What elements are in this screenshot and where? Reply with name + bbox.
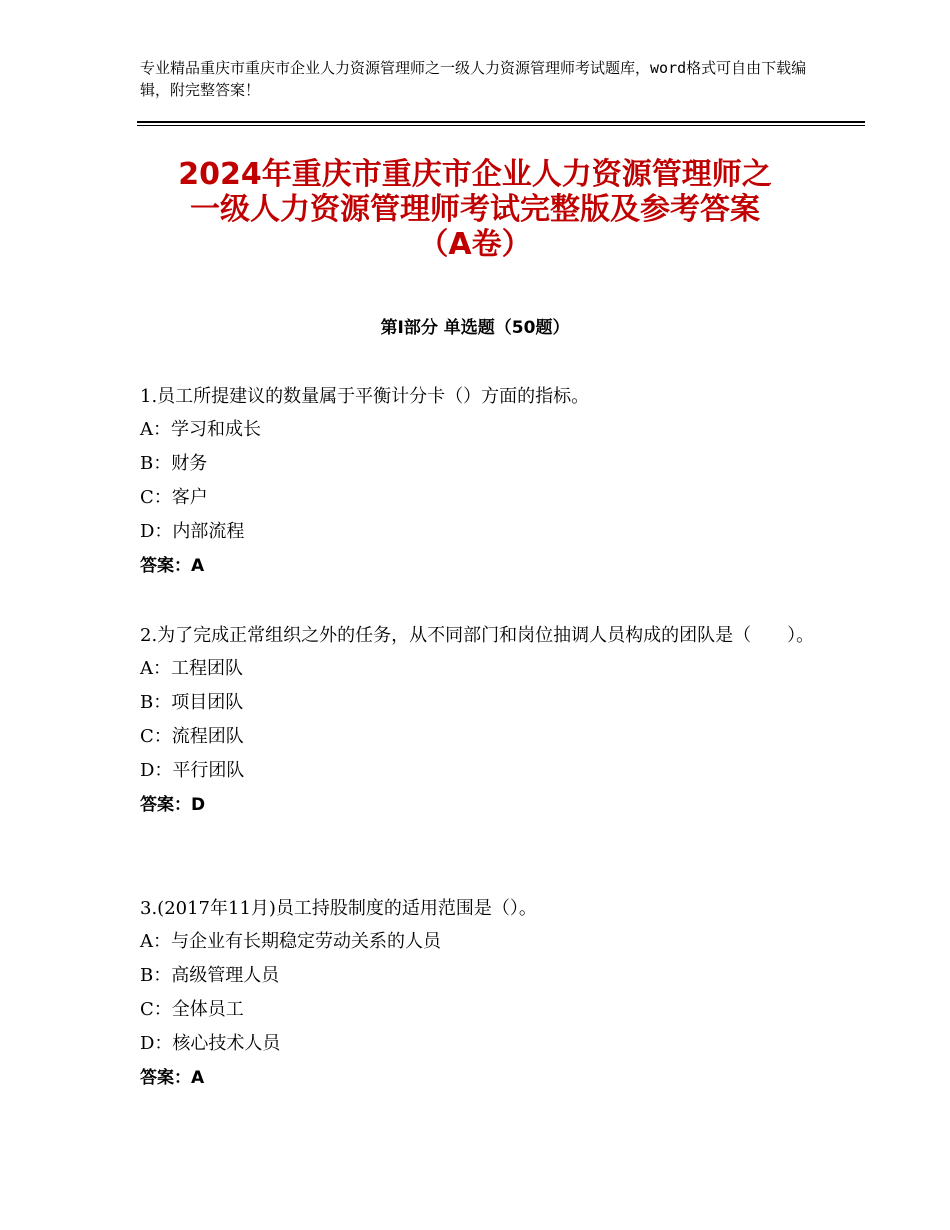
option-c: C：全体员工 (140, 999, 244, 1020)
option-b: B：项目团队 (140, 692, 244, 713)
question-stem: 3.(2017年11月)员工持股制度的适用范围是（）。 (140, 898, 537, 919)
header-divider-thick (137, 121, 865, 123)
answer-label: 答案：A (140, 1068, 205, 1088)
title-line-1: 2024年重庆市重庆市企业人力资源管理师之 (178, 157, 772, 192)
option-b: B：财务 (140, 453, 208, 474)
header-note: 专业精品重庆市重庆市企业人力资源管理师之一级人力资源管理师考试题库，word格式可自由下载编辑，附完整答案！ (140, 59, 807, 99)
question-2 (140, 619, 820, 822)
section-title: 第Ⅰ部分 单选题（50题） (380, 318, 570, 338)
option-d: D：平行团队 (140, 760, 245, 781)
answer-label: 答案：A (140, 556, 205, 576)
header-divider-thin (137, 125, 865, 126)
option-c: C：客户 (140, 487, 208, 508)
option-a: A：工程团队 (140, 658, 243, 679)
title-line-3: （A卷） (418, 227, 532, 262)
answer-label: 答案：D (140, 795, 206, 815)
question-stem: 1.员工所提建议的数量属于平衡计分卡（）方面的指标。 (140, 386, 590, 407)
option-a: A：学习和成长 (140, 419, 261, 440)
option-c: C：流程团队 (140, 726, 244, 747)
option-b: B：高级管理人员 (140, 965, 280, 986)
option-d: D：内部流程 (140, 521, 245, 542)
option-d: D：核心技术人员 (140, 1033, 281, 1054)
question-3 (140, 892, 820, 1095)
title-line-2: 一级人力资源管理师考试完整版及参考答案 (190, 192, 760, 227)
question-1 (140, 380, 820, 583)
document-title (100, 157, 850, 262)
question-stem: 2.为了完成正常组织之外的任务，从不同部门和岗位抽调人员构成的团队是（ ）。 (140, 625, 815, 646)
option-a: A：与企业有长期稳定劳动关系的人员 (140, 931, 441, 952)
